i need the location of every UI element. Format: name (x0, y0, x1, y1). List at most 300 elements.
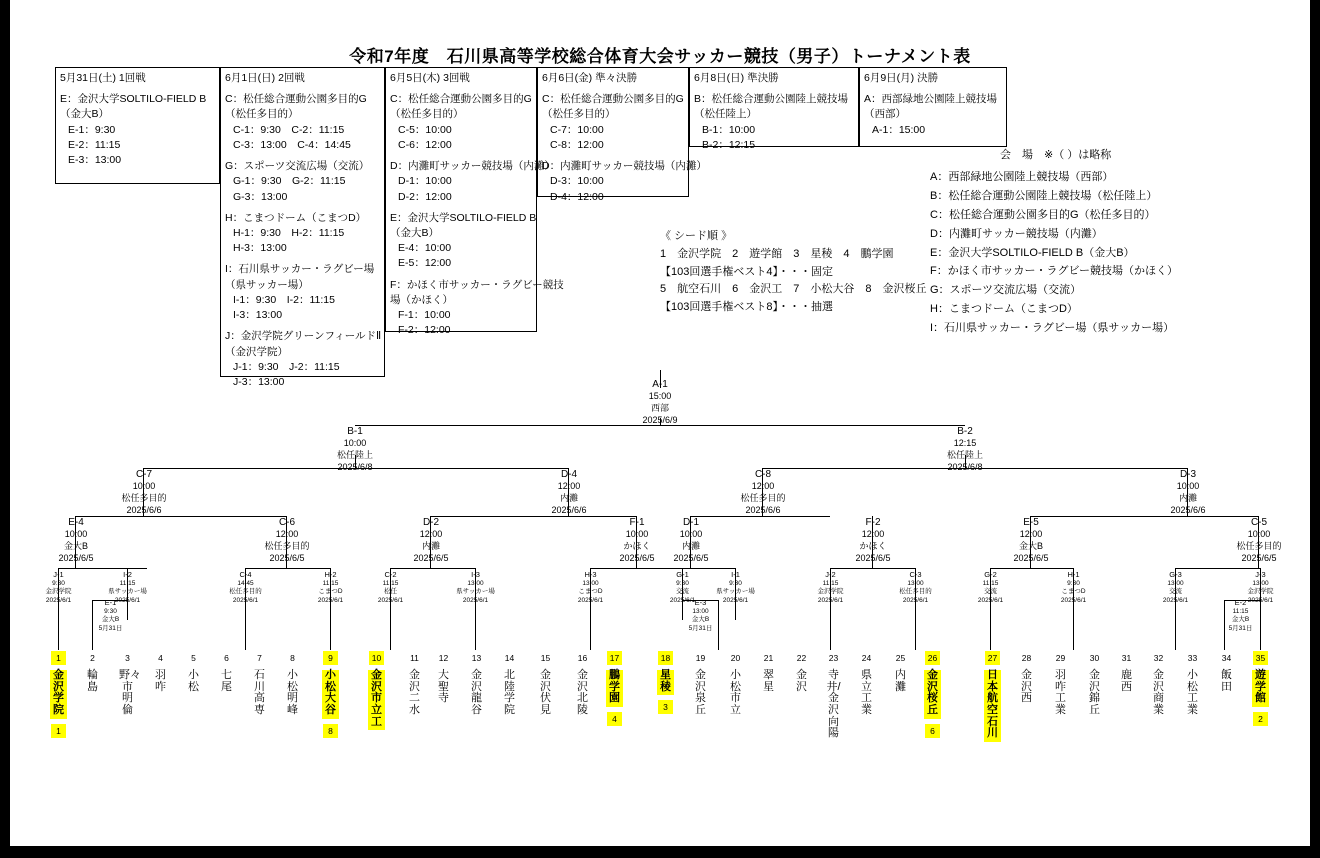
team-seat-number: 17 (607, 651, 622, 665)
match-time: 12:00 (861, 529, 885, 540)
team-seed-number: 1 (51, 724, 66, 738)
seed-note-line: 【103回選手権ベスト8】・・・抽選 (660, 301, 833, 314)
match-line: H-1：9:30 H-2：11:15 (233, 226, 345, 239)
schedule-group (542, 92, 684, 153)
match-node-r3-3 (400, 516, 462, 565)
match-time: 13:00 (467, 579, 484, 587)
match-venue: 松任多目的 (121, 493, 167, 504)
team-seat-number: 1 (51, 651, 66, 665)
team-name: 金沢桜丘 (924, 670, 941, 719)
venue-legend-item: A：西部緑地公園陸上競技場（西部） (930, 170, 1114, 183)
team-seat-number: 30 (1089, 653, 1100, 663)
match-line: C-5：10:00 (398, 123, 452, 136)
match-node-r2-4 (308, 570, 353, 605)
match-code: A-1 (652, 379, 668, 390)
team-name: 金沢泉丘 (695, 669, 706, 716)
team-seat-number: 35 (1253, 651, 1268, 665)
bracket-line (990, 568, 1073, 569)
schedule-group (60, 92, 215, 168)
team-seed-number: 2 (1253, 712, 1268, 726)
match-line: G-1：9:30 G-2：11:15 (233, 175, 346, 188)
match-time: 13:00 (582, 579, 599, 587)
match-venue: 県サッカー場 (716, 588, 755, 596)
bracket-line (390, 620, 391, 650)
match-line: C-1：9:30 C-2：11:15 (233, 123, 345, 136)
venue-line-2: （金大B） (390, 226, 440, 239)
match-date: 2025/6/6 (551, 504, 587, 515)
match-node-semi-2 (935, 425, 995, 474)
bracket-line (245, 620, 246, 650)
schedule-group (225, 329, 380, 390)
match-time: 14:45 (237, 579, 254, 587)
match-line: B-1：10:00 (702, 123, 756, 136)
match-date: 2025/6/5 (673, 552, 709, 563)
seed-note-line: 5 航空石川 6 金沢工 7 小松大谷 8 金沢桜丘 (660, 283, 927, 296)
match-date: 2025/6/9 (642, 414, 678, 425)
schedule-group (542, 159, 707, 205)
match-node-r3-4 (606, 516, 668, 565)
schedule-header: 5月31日(土) 1回戦 (60, 72, 146, 84)
team-name: 金沢西 (1021, 669, 1032, 705)
team-seat-number: 5 (191, 653, 196, 663)
team-name: 金沢 (796, 669, 807, 693)
team-name: 県立工業 (861, 669, 872, 716)
team-name: 金沢北陵 (577, 669, 588, 716)
team-seat-number: 8 (290, 653, 295, 663)
venue-legend-item: D：内灘町サッカー競技場（内灘） (930, 227, 1103, 240)
bracket-line (990, 620, 991, 650)
match-time: 11:15 (1232, 607, 1249, 615)
match-node-r3-1 (45, 516, 107, 565)
match-code: F-1 (629, 517, 645, 528)
match-line: I-3：13:00 (233, 309, 283, 322)
match-venue: 松任多目的 (899, 588, 932, 596)
bracket-line (655, 568, 735, 569)
match-date: 2025/6/1 (1247, 596, 1274, 604)
team-seat-number: 33 (1187, 653, 1198, 663)
venue-line: B：松任総合運動公園陸上競技場 (694, 93, 849, 106)
match-code: F-2 (865, 517, 881, 528)
match-date: 2025/6/1 (232, 596, 259, 604)
match-code: J-1 (53, 570, 64, 579)
match-date: 2025/6/1 (45, 596, 72, 604)
team-name: 小松工業 (1187, 669, 1198, 716)
team-seat-number: 20 (730, 653, 741, 663)
match-code: E-4 (68, 517, 84, 528)
match-code: G-1 (676, 570, 689, 579)
right-letterbox (1310, 0, 1320, 858)
team-name: 金沢龍谷 (471, 669, 482, 716)
team-name: 日本航空石川 (984, 670, 1001, 742)
match-line: E-2：11:15 (68, 138, 121, 151)
team-seat-number: 34 (1221, 653, 1232, 663)
bracket-line (590, 620, 591, 650)
team-name: 羽咋工業 (1055, 669, 1066, 716)
match-venue: 松任 (384, 588, 397, 596)
match-time: 12:00 (751, 481, 775, 492)
team-seat-number: 31 (1121, 653, 1132, 663)
venue-line: C：松任総合運動公園多目的G (225, 93, 367, 106)
match-date: 2025/6/1 (977, 596, 1004, 604)
match-line: D-3：10:00 (550, 175, 604, 188)
venue-line-2: （県サッカー場） (225, 278, 309, 291)
team-name: 石川高専 (254, 669, 265, 716)
schedule-group (225, 211, 380, 257)
match-time: 9:30 (1067, 579, 1080, 587)
venue-legend-item: H：こまつドーム（こまつD） (930, 303, 1078, 316)
match-date: 2025/6/1 (462, 596, 489, 604)
match-code: D-2 (422, 517, 440, 528)
match-node-final (630, 378, 690, 427)
match-venue: こまつD (1061, 588, 1086, 596)
bracket-line (58, 620, 59, 650)
match-code: D-4 (560, 469, 578, 480)
match-time: 10:00 (64, 529, 88, 540)
match-line: A-1：15:00 (872, 123, 926, 136)
match-date: 2025/6/8 (337, 461, 373, 472)
match-time: 9:30 (104, 607, 117, 615)
venue-line: E：金沢大学SOLTILO-FIELD B (60, 93, 207, 106)
match-node-r2-5 (368, 570, 413, 605)
schedule-box-2 (385, 67, 564, 337)
match-venue: 金沢学院 (817, 588, 844, 596)
schedule-header: 6月8日(日) 準決勝 (694, 72, 779, 84)
team-seat-number: 2 (90, 653, 95, 663)
match-date: 5月31日 (1228, 624, 1253, 632)
match-time: 10:00 (625, 529, 649, 540)
venue-line: I：石川県サッカー・ラグビー場 (225, 263, 375, 276)
match-date: 2025/6/8 (947, 461, 983, 472)
match-line: C-7：10:00 (550, 123, 604, 136)
match-line: C-3：13:00 C-4：14:45 (233, 138, 351, 151)
match-code: H-1 (1067, 570, 1080, 579)
match-node-r2-3 (223, 570, 268, 605)
match-date: 2025/6/1 (317, 596, 344, 604)
match-node-r2-7 (568, 570, 613, 605)
team-seat-number: 14 (504, 653, 515, 663)
match-time: 11:15 (322, 579, 339, 587)
match-code: J-3 (1255, 570, 1266, 579)
match-date: 2025/6/1 (1060, 596, 1087, 604)
match-code: I-2 (123, 570, 132, 579)
match-node-r3-6 (842, 516, 904, 565)
venue-line-2: （松任多目的） (225, 108, 299, 121)
match-node-semi-1 (325, 425, 385, 474)
venue-line-2: （金大B） (60, 108, 110, 121)
match-line: J-3：13:00 (233, 375, 285, 388)
team-seed-number: 6 (925, 724, 940, 738)
match-line: C-6：12:00 (398, 138, 452, 151)
match-code: G-2 (984, 570, 997, 579)
match-node-r1-2 (678, 598, 723, 633)
team-seat-number: 15 (540, 653, 551, 663)
bracket-line (830, 568, 915, 569)
team-name: 小松市立 (730, 669, 741, 716)
venue-line: H：こまつドーム（こまつD） (225, 211, 367, 224)
venue-line: E：金沢大学SOLTILO-FIELD B (390, 211, 537, 224)
team-seat-number: 13 (471, 653, 482, 663)
team-name: 輪島 (87, 669, 98, 693)
match-venue: 松任陸上 (336, 450, 373, 461)
bracket-line (1175, 620, 1176, 650)
match-code: G-3 (1169, 570, 1182, 579)
match-venue: 金大B (691, 616, 710, 624)
match-venue: 内灘 (681, 541, 700, 552)
match-date: 2025/6/5 (413, 552, 449, 563)
team-seat-number: 10 (369, 651, 384, 665)
match-date: 2025/6/5 (855, 552, 891, 563)
bracket-line (1175, 568, 1260, 569)
match-date: 2025/6/6 (1170, 504, 1206, 515)
venue-line: D：内灘町サッカー競技場（内灘） (542, 160, 707, 173)
match-date: 2025/6/6 (745, 504, 781, 515)
match-time: 13:00 (692, 607, 709, 615)
match-time: 11:15 (119, 579, 136, 587)
match-time: 9:30 (52, 579, 65, 587)
match-venue: 内灘 (1178, 493, 1197, 504)
match-node-r3-2 (256, 516, 318, 565)
match-line: E-4：10:00 (398, 242, 452, 255)
schedule-header: 6月6日(金) 準々決勝 (542, 72, 638, 84)
match-venue: 県サッカー場 (108, 588, 147, 596)
match-venue: 交流 (676, 588, 689, 596)
team-name: 内灘 (895, 669, 906, 693)
match-venue: 金大B (1018, 541, 1043, 552)
match-node-r3-7 (1000, 516, 1062, 565)
bracket-line (58, 568, 147, 569)
match-date: 2025/6/1 (114, 596, 141, 604)
match-date: 5月31日 (688, 624, 713, 632)
team-name: 金沢市立工 (368, 670, 385, 730)
venue-legend-item: I：石川県サッカー・ラグビー場（県サッカー場） (930, 322, 1175, 335)
match-time: 13:00 (1252, 579, 1269, 587)
match-date: 2025/6/5 (1013, 552, 1049, 563)
match-node-r1-3 (1218, 598, 1263, 633)
match-venue: 金沢学院 (1247, 588, 1274, 596)
team-name: 金沢商業 (1153, 669, 1164, 716)
match-date: 2025/6/1 (902, 596, 929, 604)
match-code: C-6 (278, 517, 296, 528)
match-line: E-5：12:00 (398, 257, 452, 270)
schedule-group (225, 262, 380, 323)
team-seat-number: 28 (1021, 653, 1032, 663)
bracket-line (915, 620, 916, 650)
match-venue: 内灘 (559, 493, 578, 504)
match-time: 10:00 (679, 529, 703, 540)
match-node-qf-2 (538, 468, 600, 517)
match-node-qf-4 (1157, 468, 1219, 517)
venue-line: F：かほく市サッカー・ラグビー競技 (390, 278, 564, 291)
venue-legend-item: B：松任総合運動公園陸上競技場（松任陸上） (930, 189, 1158, 202)
match-venue: 西部 (650, 403, 669, 414)
seed-note-heading: 《 シード順 》 (660, 230, 733, 242)
match-node-r2-14 (1153, 570, 1198, 605)
schedule-group (225, 159, 380, 205)
team-seed-number: 8 (323, 724, 338, 738)
match-line: C-8：12:00 (550, 138, 604, 151)
match-venue: 金沢学院 (45, 588, 72, 596)
match-venue: 県サッカー場 (456, 588, 495, 596)
match-line: F-2：12:00 (398, 324, 451, 337)
match-time: 12:00 (419, 529, 443, 540)
venue-line: C：松任総合運動公園多目的G (390, 93, 532, 106)
match-line: G-3：13:00 (233, 190, 288, 203)
match-venue: 金大B (1231, 616, 1250, 624)
left-letterbox (0, 0, 10, 858)
match-code: C-7 (135, 469, 153, 480)
schedule-box-4 (689, 67, 859, 151)
team-name: 北陸学院 (504, 669, 515, 716)
team-name: 金沢二水 (409, 669, 420, 716)
match-line: H-3：13:00 (233, 242, 287, 255)
match-code: H-2 (324, 570, 337, 579)
schedule-box-1 (220, 67, 385, 388)
seed-note-line: 【103回選手権ベスト4】・・・固定 (660, 265, 833, 278)
match-line: E-1：9:30 (68, 123, 116, 136)
match-venue: かほく (623, 541, 651, 552)
match-time: 11:15 (982, 579, 999, 587)
match-date: 2025/6/1 (722, 596, 749, 604)
schedule-box-5 (859, 67, 1007, 147)
bracket-line (475, 620, 476, 650)
match-venue: 松任多目的 (740, 493, 786, 504)
venue-line-2: （西部） (864, 108, 906, 121)
match-time: 15:00 (648, 391, 672, 402)
venue-legend-heading: 会 場 ※（ ）は略称 (1000, 149, 1112, 161)
venue-line-2: （金沢学院） (225, 345, 288, 358)
team-name: 遊学館 (1252, 670, 1269, 707)
match-venue: 交流 (1169, 588, 1182, 596)
match-venue: こまつD (578, 588, 603, 596)
venue-line: G：スポーツ交流広場（交流） (225, 160, 370, 173)
bracket-line (330, 620, 331, 650)
match-date: 2025/6/5 (619, 552, 655, 563)
match-code: E-3 (694, 598, 707, 607)
bracket-line (390, 568, 475, 569)
match-venue: 交流 (984, 588, 997, 596)
venue-line-2: （松任陸上） (694, 108, 757, 121)
match-time: 10:00 (132, 481, 156, 492)
team-name: 羽咋 (155, 669, 166, 693)
match-venue: 金大B (63, 541, 88, 552)
team-seat-number: 23 (828, 653, 839, 663)
schedule-box-3 (537, 67, 707, 203)
team-name: 小松大谷 (322, 670, 339, 719)
team-seat-number: 9 (323, 651, 338, 665)
match-code: B-2 (957, 426, 973, 437)
match-node-qf-1 (113, 468, 175, 517)
match-node-r2-13 (1051, 570, 1096, 605)
match-venue: 松任多目的 (1236, 541, 1282, 552)
schedule-group (390, 278, 564, 339)
venue-line: C：松任総合運動公園多目的G (542, 93, 684, 106)
match-code: E-2 (1234, 598, 1247, 607)
match-node-qf-3 (732, 468, 794, 517)
seed-note (660, 228, 926, 317)
team-name: 星稜 (657, 670, 674, 695)
match-venue: こまつD (318, 588, 343, 596)
match-date: 2025/6/1 (669, 596, 696, 604)
match-code: D-3 (1179, 469, 1197, 480)
team-name: 野々市明倫 (119, 669, 141, 716)
match-line: D-4：12:00 (550, 190, 604, 203)
team-name: 七尾 (221, 669, 232, 693)
match-time: 13:00 (907, 579, 924, 587)
match-node-r2-1 (36, 570, 81, 605)
match-time: 11:15 (822, 579, 839, 587)
team-name: 翠星 (763, 669, 774, 693)
match-time: 11:15 (382, 579, 399, 587)
match-line: J-1：9:30 J-2：11:15 (233, 360, 340, 373)
team-name: 金沢伏見 (540, 669, 551, 716)
team-seat-number: 29 (1055, 653, 1066, 663)
match-code: D-1 (682, 517, 700, 528)
match-date: 2025/6/5 (58, 552, 94, 563)
team-seat-number: 6 (224, 653, 229, 663)
schedule-header: 6月9日(月) 決勝 (864, 72, 939, 84)
match-code: C-4 (239, 570, 252, 579)
bracket-line (245, 568, 330, 569)
venue-line-2: （松任多目的） (390, 108, 464, 121)
team-seed-number: 3 (658, 700, 673, 714)
match-date: 2025/6/1 (577, 596, 604, 604)
match-date: 2025/6/5 (269, 552, 305, 563)
team-name: 鵬学園 (606, 670, 623, 707)
match-code: J-2 (825, 570, 836, 579)
match-time: 10:00 (1176, 481, 1200, 492)
page-title: 令和7年度 石川県高等学校総合体育大会サッカー競技（男子）トーナメント表 (349, 47, 971, 66)
team-seat-number: 11 (410, 653, 419, 663)
match-venue: かほく (859, 541, 887, 552)
team-name: 小松明峰 (287, 669, 298, 716)
match-node-r3-5 (660, 516, 722, 565)
match-time: 12:15 (953, 438, 977, 449)
match-code: E-1 (104, 598, 117, 607)
venue-line-2: （松任多目的） (542, 108, 616, 121)
match-time: 12:00 (275, 529, 299, 540)
schedule-group (390, 211, 537, 272)
venue-line: J：金沢学院グリーンフィールドⅡ (225, 330, 382, 343)
match-date: 2025/6/6 (126, 504, 162, 515)
match-time: 10:00 (1247, 529, 1271, 540)
venue-legend-item: F：かほく市サッカー・ラグビー競技場（かほく） (930, 265, 1179, 278)
match-line: F-1：10:00 (398, 309, 451, 322)
schedule-group (694, 92, 854, 153)
match-venue: 松任多目的 (229, 588, 262, 596)
match-date: 2025/6/5 (1241, 552, 1277, 563)
match-venue: 松任多目的 (264, 541, 310, 552)
bottom-letterbox (0, 846, 1320, 858)
match-code: C-3 (909, 570, 922, 579)
bracket-line (830, 620, 831, 650)
match-code: C-8 (754, 469, 772, 480)
match-code: C-2 (384, 570, 397, 579)
team-seat-number: 32 (1153, 653, 1164, 663)
match-node-r2-11 (893, 570, 938, 605)
venue-legend-item: G：スポーツ交流広場（交流） (930, 284, 1082, 297)
match-line: D-1：10:00 (398, 175, 452, 188)
team-name: 金沢学院 (50, 670, 67, 719)
venue-line: A：西部緑地公園陸上競技場 (864, 93, 998, 106)
schedule-group (390, 92, 532, 153)
schedule-group (864, 92, 1002, 138)
match-code: B-1 (347, 426, 363, 437)
team-seat-number: 18 (658, 651, 673, 665)
team-seat-number: 25 (895, 653, 906, 663)
match-node-r2-6 (453, 570, 498, 605)
schedule-group (390, 159, 555, 205)
team-name: 大聖寺 (438, 669, 449, 705)
